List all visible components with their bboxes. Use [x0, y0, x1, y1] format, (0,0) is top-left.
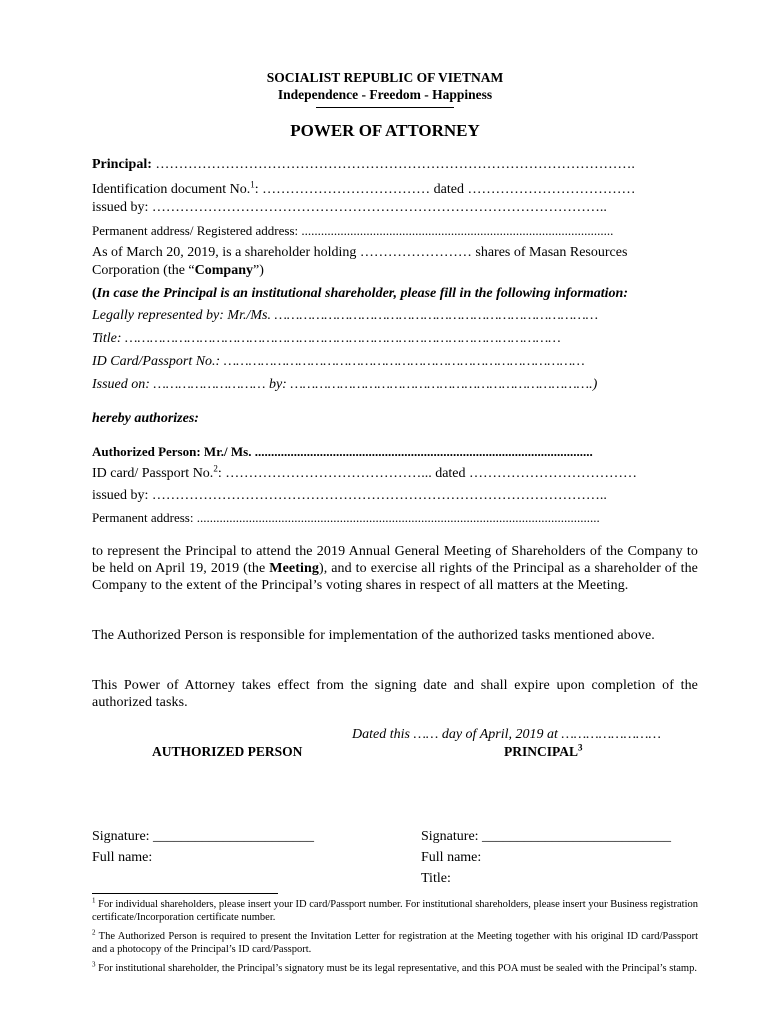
- footnote-1: [92, 898, 698, 924]
- motto-heading: Independence - Freedom - Happiness: [277, 87, 493, 102]
- footnote-ref-3: 3: [578, 742, 583, 753]
- footnote-3-number: 3: [92, 960, 96, 969]
- intro-paren: (: [92, 286, 97, 301]
- authorized-id-label: ID card/ Passport No.: [92, 466, 214, 481]
- footnote-3-text: For institutional shareholder, the Principal’s signatory must be its legal representative, and this POA must be sealed with the Principal’s stamp.: [95, 963, 697, 974]
- representative-title-line: Title: ……………………………………………………………………………………………: [92, 331, 561, 346]
- principal-heading: [504, 744, 583, 760]
- principal-title: Title:: [421, 871, 451, 886]
- header-divider: [316, 107, 454, 108]
- company-term: Company: [194, 263, 253, 278]
- representative-issued-line: Issued on: ……………………… by: ……………………………………………………………….): [92, 377, 598, 392]
- authorized-person-heading: AUTHORIZED PERSON: [152, 744, 303, 759]
- principal-address: Permanent address/ Registered address: ................................................................................................: [92, 223, 614, 238]
- principal-id-line: [92, 181, 698, 199]
- principal-signature-line: Signature: ___________________________: [421, 829, 672, 844]
- principal-id-rest: : ……………………………… dated ………………………………: [254, 182, 636, 197]
- footnote-ref-1: 1: [250, 181, 255, 190]
- authorized-id-line: [92, 465, 698, 483]
- representation-paragraph: [92, 543, 698, 594]
- authorized-person-line: Authorized Person: Mr./ Ms. ........................................................................................................: [92, 444, 593, 459]
- responsibility-paragraph: The Authorized Person is responsible for implementation of the authorized tasks mentioned above.: [92, 628, 655, 643]
- dated-line: Dated this …… day of April, 2019 at ……………………: [352, 727, 661, 742]
- principal-shares-line2: [92, 262, 698, 280]
- p1-post: ), and to exercise all rights of the Principal as a shareholder of the Company to the extent of the Principal’s voting shares in respect of all matters at the Meeting.: [92, 561, 698, 593]
- country-heading: SOCIALIST REPUBLIC OF VIETNAM: [266, 70, 504, 85]
- principal-fullname: Full name:: [421, 850, 482, 865]
- principal-signature-block: [421, 826, 671, 889]
- shares-line2-pre: Corporation (the “: [92, 263, 195, 278]
- authorized-signature-line: Signature: _______________________: [92, 829, 315, 844]
- footnote-1-number: 1: [92, 896, 96, 905]
- footnote-2-number: 2: [92, 928, 96, 937]
- principal-line: [92, 156, 698, 174]
- principal-heading-text: PRINCIPAL: [504, 744, 578, 759]
- authorized-issued-by: issued by: ……………………………………………………………………………………..: [92, 488, 607, 503]
- meeting-term: Meeting: [269, 561, 319, 576]
- principal-dots: ………………………………………………………………………………………….: [151, 157, 635, 172]
- principal-label: Principal:: [92, 157, 152, 172]
- hereby-authorizes: hereby authorizes:: [92, 411, 199, 426]
- legal-representative-line: Legally represented by: Mr./Ms. ……………………………………………………………………: [92, 308, 599, 323]
- shares-line2-post: ”): [253, 263, 264, 278]
- footnote-1-text: For individual shareholders, please insert your ID card/Passport number. For institutional shareholders, please insert your Business registration certificate/Incorporation certificate number.: [92, 899, 698, 923]
- document-title: POWER OF ATTORNEY: [290, 121, 480, 140]
- authorized-fullname: Full name:: [92, 850, 153, 865]
- principal-issued-by: issued by: ……………………………………………………………………………………..: [92, 200, 607, 215]
- institutional-intro: [92, 285, 698, 303]
- footnote-2: [92, 930, 698, 956]
- footnote-2-text: The Authorized Person is required to present the Invitation Letter for registration at the Meeting together with his original ID card/Passport and a photocopy of the Principal’s ID card/Passport.: [92, 931, 698, 955]
- authorized-signature-block: [92, 826, 314, 868]
- authorized-id-rest: : ……………………………………... dated ………………………………: [217, 466, 638, 481]
- footnote-ref-2: 2: [213, 465, 218, 474]
- footnote-divider: [92, 893, 278, 894]
- principal-shares-line1: As of March 20, 2019, is a shareholder holding …………………… shares of Masan Resources: [92, 245, 628, 260]
- effect-paragraph: This Power of Attorney takes effect from the signing date and shall expire upon completion of the authorized tasks.: [92, 678, 698, 710]
- footnote-3: [92, 962, 698, 975]
- representative-id-line: ID Card/Passport No.: ……………………………………………………………………………: [92, 354, 585, 369]
- principal-id-label: Identification document No.: [92, 182, 251, 197]
- p1-pre: to represent the Principal to attend the 2019 Annual General Meeting of Shareholders of the Company to be held on April 19, 2019 (the: [92, 544, 698, 576]
- intro-text: In case the Principal is an institutional shareholder, please fill in the following information:: [96, 286, 628, 301]
- authorized-address: Permanent address: ............................................................................................................................: [92, 510, 600, 525]
